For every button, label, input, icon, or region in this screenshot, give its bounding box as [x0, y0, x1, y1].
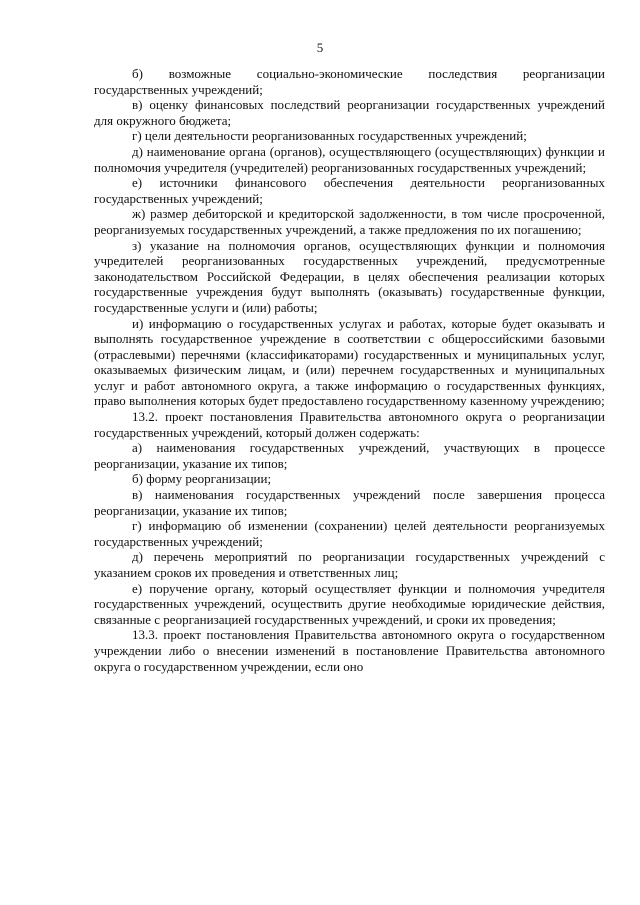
paragraph-v-financial-assessment: в) оценку финансовых последствий реорганизации государственных учреждений для окружного бюджета; [94, 97, 605, 128]
paragraph-d-measures-list: д) перечень мероприятий по реорганизации государственных учреждений с указанием сроков их проведения и ответственных лиц; [94, 549, 605, 580]
paragraph-13-3-draft-resolution: 13.3. проект постановления Правительства автономного округа о государственном учреждении либо о внесении изменений в постановление Правительства автономного округа о государственном учреждении, если оно [94, 627, 605, 674]
paragraph-d-founder-body: д) наименование органа (органов), осуществляющего (осуществляющих) функции и полномочия учредителя (учредителей) реорганизованных государственных учреждений; [94, 143, 605, 175]
paragraph-e-instruction: е) поручение органу, который осуществляет функции и полномочия учредителя государственных учреждений, осуществить другие необходимые юридические действия, связанные с реорганизацией государственных учреждений, и сроки их проведения; [94, 580, 605, 627]
paragraph-13-2-draft-resolution: 13.2. проект постановления Правительства автономного округа о реорганизации государственных учреждений, который должен содержать: [94, 409, 605, 440]
paragraph-v-names-after: в) наименования государственных учреждений после завершения процесса реорганизации, указание их типов; [94, 487, 605, 518]
paragraph-g-goals: г) цели деятельности реорганизованных государственных учреждений; [132, 128, 527, 144]
paragraph-g-change-goals: г) информацию об изменении (сохранении) целей деятельности реорганизуемых государственных учреждений; [94, 518, 605, 549]
paragraph-z-powers: з) указание на полномочия органов, осуществляющих функции и полномочия учредителей реорганизованных государственных учреждений, предусмотренные законодательством Российской Федерации, в целях обеспечения реализации которых государственные учреждения будут выполнять (оказывать) государственные функции, государственные услуги и (или) работы; [94, 237, 605, 315]
paragraph-b-form: б) форму реорганизации; [132, 471, 272, 487]
document-body [94, 66, 605, 674]
paragraph-i-services-info: и) информацию о государственных услугах и работах, которые будет оказывать и выполнять государственное учреждение в соответствии с общероссийскими базовыми (отраслевыми) перечнями (классификаторами) государственных и муниципальных услуг, оказываемых физическим лицам, и (или) перечнем государственных и муниципальных услуг и работ автономного округа, а также информацию о государственных функциях, право выполнения которых будет предоставлено государственному казенному учреждению; [94, 315, 605, 409]
paragraph-b-consequences: б) возможные социально-экономические последствия реорганизации государственных учреждений; [94, 66, 605, 97]
paragraph-a-names: а) наименования государственных учреждений, участвующих в процессе реорганизации, указание их типов; [94, 440, 605, 471]
paragraph-e-funding-sources: е) источники финансового обеспечения деятельности реорганизованных государственных учреждений; [94, 175, 605, 206]
paragraph-zh-debts: ж) размер дебиторской и кредиторской задолженности, в том числе просроченной, реорганизуемых государственных учреждений, а также предложения по их погашению; [94, 206, 605, 237]
page-number: 5 [316, 40, 324, 55]
